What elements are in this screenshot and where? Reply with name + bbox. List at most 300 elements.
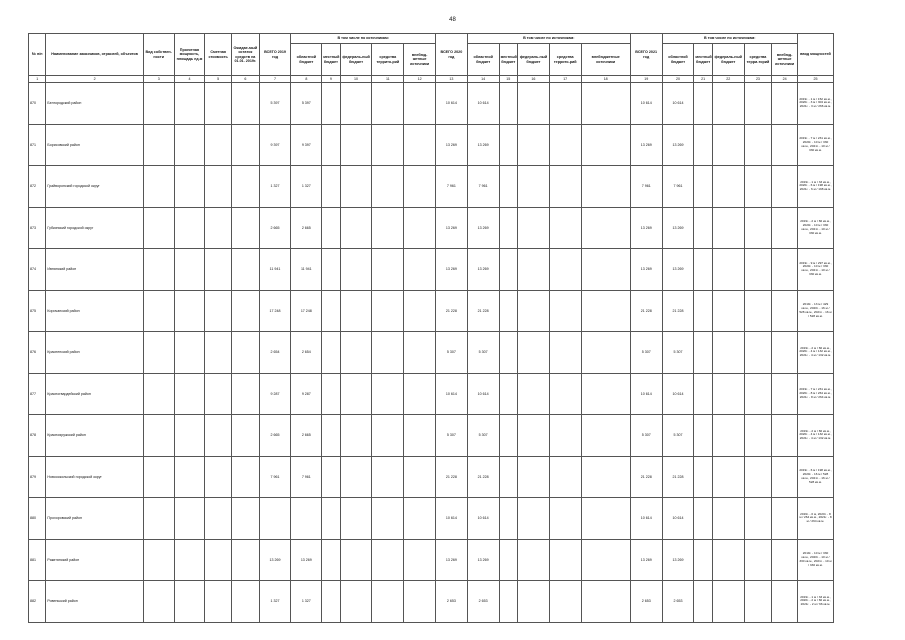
regional-2020-cell: 10 614	[467, 498, 499, 540]
row-name: Красногвардейский район	[46, 373, 143, 415]
territory-2020-cell	[549, 498, 581, 540]
commissioning-cell: 2019г. - 2 м / 66 кв.м., 2020г. - 4 м / 132 кв.м., 2021г. - 4 м / 132 кв.м.	[797, 332, 833, 374]
federal-2019-cell	[340, 83, 372, 125]
regional-2019-cell: 1 327	[291, 166, 322, 208]
row-index: 877	[29, 373, 46, 415]
remaining-cell	[231, 373, 259, 415]
remaining-cell	[231, 498, 259, 540]
regional-2020-cell: 5 307	[467, 332, 499, 374]
table-row	[29, 373, 834, 415]
commissioning-cell: 2019г. - 7 м / 231 кв.м., 2020г. - 8 м / 264 кв.м., 2021г. - 8 м / 264 кв.м.	[797, 373, 833, 415]
column-number: 6	[231, 76, 259, 83]
federal-2019-cell	[340, 166, 372, 208]
page-number: 48	[449, 17, 456, 23]
table-row	[29, 124, 834, 166]
row-name: Краснояружский район	[46, 415, 143, 457]
remaining-cell	[231, 249, 259, 291]
territory-2020-cell	[549, 373, 581, 415]
ownership-cell	[143, 581, 174, 623]
regional-2020-cell: 13 269	[467, 124, 499, 166]
territory-2021-cell	[744, 539, 772, 581]
row-index: 879	[29, 456, 46, 498]
row-index: 874	[29, 249, 46, 291]
territory-2021-cell	[744, 124, 772, 166]
territory-2020-cell	[549, 249, 581, 291]
local-2019-cell	[322, 539, 340, 581]
header-extrabudget-2020: внебюджетные источники	[581, 44, 630, 76]
estimate-cell	[205, 83, 232, 125]
estimate-cell	[205, 456, 232, 498]
estimate-cell	[205, 124, 232, 166]
federal-2021-cell	[712, 124, 744, 166]
territory-2020-cell	[549, 83, 581, 125]
territory-2020-cell	[549, 124, 581, 166]
row-index: 876	[29, 332, 46, 374]
federal-2019-cell	[340, 290, 372, 332]
regional-2021-cell: 13 269	[662, 249, 694, 291]
row-name: Ивнянский район	[46, 249, 143, 291]
header-regional-2019: областной бюджет	[291, 44, 322, 76]
capacity-cell	[174, 581, 205, 623]
federal-2021-cell	[712, 290, 744, 332]
column-number: 25	[797, 76, 833, 83]
federal-2020-cell	[518, 498, 550, 540]
territory-2020-cell	[549, 415, 581, 457]
estimate-cell	[205, 581, 232, 623]
territory-2021-cell	[744, 207, 772, 249]
federal-2021-cell	[712, 581, 744, 623]
table-row	[29, 249, 834, 291]
commissioning-cell: 2019г. - 7 м / 231 кв.м., 2020г. - 10 м / 330 кв.м., 2021г. - 10 м / 330 кв.м.	[797, 124, 833, 166]
extrabudget-2021-cell	[772, 373, 798, 415]
regional-2021-cell: 2 653	[662, 581, 694, 623]
total-2021-cell: 13 269	[630, 124, 662, 166]
capacity-cell	[174, 124, 205, 166]
ownership-cell	[143, 456, 174, 498]
territory-2019-cell	[372, 498, 404, 540]
federal-2019-cell	[340, 373, 372, 415]
capacity-cell	[174, 207, 205, 249]
total-2019-cell: 13 269	[259, 539, 291, 581]
total-2021-cell: 7 961	[630, 166, 662, 208]
regional-2021-cell: 21 228	[662, 290, 694, 332]
row-name: Прохоровский район	[46, 498, 143, 540]
column-number: 12	[404, 76, 436, 83]
federal-2021-cell	[712, 166, 744, 208]
regional-2019-cell: 5 397	[291, 83, 322, 125]
column-number: 24	[772, 76, 798, 83]
ownership-cell	[143, 539, 174, 581]
header-federal-2020: федераль-ный бюджет	[518, 44, 550, 76]
regional-2019-cell: 2 654	[291, 332, 322, 374]
column-number: 19	[630, 76, 662, 83]
regional-2021-cell: 5 307	[662, 415, 694, 457]
federal-2019-cell	[340, 498, 372, 540]
ownership-cell	[143, 498, 174, 540]
header-total-2019: ВСЕГО 2019 год	[259, 34, 291, 76]
total-2021-cell: 13 269	[630, 539, 662, 581]
local-2020-cell	[499, 415, 517, 457]
regional-2019-cell: 17 248	[291, 290, 322, 332]
header-ownership: Вид собствен-ности	[143, 34, 174, 76]
investment-table	[28, 33, 834, 623]
extrabudget-2019-cell	[404, 456, 436, 498]
total-2019-cell: 17 248	[259, 290, 291, 332]
commissioning-cell: 2019г. - 1 м / 33 кв.м., 2020г. - 2 м / 66 кв.м., 2021г. - 2 м / 66 кв.м.	[797, 581, 833, 623]
territory-2020-cell	[549, 166, 581, 208]
local-2019-cell	[322, 290, 340, 332]
row-name: Ровеньский район	[46, 581, 143, 623]
total-2021-cell: 13 269	[630, 249, 662, 291]
header-local-2021: местный бюджет	[694, 44, 712, 76]
local-2021-cell	[694, 415, 712, 457]
capacity-cell	[174, 332, 205, 374]
extrabudget-2019-cell	[404, 498, 436, 540]
row-name: Губкинский городской округ	[46, 207, 143, 249]
remaining-cell	[231, 539, 259, 581]
extrabudget-2021-cell	[772, 124, 798, 166]
local-2019-cell	[322, 415, 340, 457]
column-number: 11	[372, 76, 404, 83]
territory-2019-cell	[372, 207, 404, 249]
extrabudget-2020-cell	[581, 415, 630, 457]
local-2020-cell	[499, 124, 517, 166]
extrabudget-2021-cell	[772, 83, 798, 125]
federal-2019-cell	[340, 456, 372, 498]
ownership-cell	[143, 249, 174, 291]
total-2019-cell: 5 397	[259, 83, 291, 125]
header-capacity: Проектная мощность, площадь ед.м	[174, 34, 205, 76]
column-number: 3	[143, 76, 174, 83]
territory-2021-cell	[744, 166, 772, 208]
regional-2021-cell: 10 614	[662, 83, 694, 125]
extrabudget-2019-cell	[404, 166, 436, 208]
extrabudget-2021-cell	[772, 166, 798, 208]
column-number: 5	[205, 76, 232, 83]
row-name: Грайворонский городской округ	[46, 166, 143, 208]
territory-2019-cell	[372, 332, 404, 374]
estimate-cell	[205, 539, 232, 581]
row-index: 881	[29, 539, 46, 581]
table-row	[29, 539, 834, 581]
table-row	[29, 290, 834, 332]
commissioning-cell: 2019г. - 13 м / 429 кв.м., 2020г. - 16 м / 528 кв.м., 2021г. - 16 м / 528 кв.м.	[797, 290, 833, 332]
territory-2019-cell	[372, 249, 404, 291]
capacity-cell	[174, 373, 205, 415]
column-number: 17	[549, 76, 581, 83]
extrabudget-2021-cell	[772, 498, 798, 540]
regional-2020-cell: 13 269	[467, 249, 499, 291]
territory-2019-cell	[372, 415, 404, 457]
commissioning-cell: 2019г. - 10 м / 330 кв.м., 2020г. - 10 м / 330 кв.м., 2021г. - 10 м / 330 кв.м.	[797, 539, 833, 581]
local-2020-cell	[499, 332, 517, 374]
local-2020-cell	[499, 539, 517, 581]
local-2021-cell	[694, 166, 712, 208]
total-2021-cell: 5 307	[630, 415, 662, 457]
local-2021-cell	[694, 539, 712, 581]
regional-2019-cell	[291, 498, 322, 540]
federal-2020-cell	[518, 83, 550, 125]
remaining-cell	[231, 290, 259, 332]
federal-2021-cell	[712, 415, 744, 457]
regional-2019-cell: 1 327	[291, 581, 322, 623]
regional-2020-cell: 13 269	[467, 539, 499, 581]
regional-2020-cell: 10 614	[467, 373, 499, 415]
estimate-cell	[205, 166, 232, 208]
header-remaining: Ожидае-мый остаток средств на 01.01. 2019г.	[231, 34, 259, 76]
federal-2021-cell	[712, 83, 744, 125]
total-2021-cell: 10 614	[630, 498, 662, 540]
territory-2021-cell	[744, 498, 772, 540]
local-2020-cell	[499, 290, 517, 332]
local-2021-cell	[694, 207, 712, 249]
capacity-cell	[174, 249, 205, 291]
federal-2020-cell	[518, 249, 550, 291]
commissioning-cell: 2019г. - 2 м / 66 кв.м., 2020г. - 4 м / 132 кв.м., 2021г. - 4 м / 132 кв.м.	[797, 415, 833, 457]
federal-2019-cell	[340, 249, 372, 291]
table-row	[29, 207, 834, 249]
territory-2020-cell	[549, 581, 581, 623]
column-number: 16	[518, 76, 550, 83]
estimate-cell	[205, 415, 232, 457]
capacity-cell	[174, 83, 205, 125]
column-number: 2	[46, 76, 143, 83]
regional-2019-cell: 2 665	[291, 207, 322, 249]
regional-2020-cell: 2 653	[467, 581, 499, 623]
extrabudget-2020-cell	[581, 456, 630, 498]
local-2019-cell	[322, 332, 340, 374]
regional-2021-cell: 13 269	[662, 539, 694, 581]
regional-2019-cell: 13 269	[291, 539, 322, 581]
total-2021-cell: 10 614	[630, 373, 662, 415]
regional-2021-cell: 10 614	[662, 498, 694, 540]
territory-2021-cell	[744, 456, 772, 498]
total-2021-cell: 13 269	[630, 207, 662, 249]
ownership-cell	[143, 124, 174, 166]
local-2020-cell	[499, 249, 517, 291]
regional-2020-cell: 7 961	[467, 166, 499, 208]
extrabudget-2019-cell	[404, 539, 436, 581]
regional-2020-cell: 21 228	[467, 290, 499, 332]
row-name: Белгородский район	[46, 83, 143, 125]
extrabudget-2020-cell	[581, 249, 630, 291]
row-index: 875	[29, 290, 46, 332]
territory-2021-cell	[744, 415, 772, 457]
federal-2021-cell	[712, 249, 744, 291]
territory-2021-cell	[744, 373, 772, 415]
total-2021-cell: 10 614	[630, 83, 662, 125]
total-2020-cell: 2 653	[436, 581, 468, 623]
local-2020-cell	[499, 83, 517, 125]
column-number: 1	[29, 76, 46, 83]
table-body	[29, 83, 834, 623]
local-2021-cell	[694, 373, 712, 415]
row-name: Красненский район	[46, 332, 143, 374]
extrabudget-2019-cell	[404, 83, 436, 125]
local-2019-cell	[322, 207, 340, 249]
territory-2019-cell	[372, 124, 404, 166]
local-2021-cell	[694, 581, 712, 623]
total-2019-cell: 2 665	[259, 415, 291, 457]
total-2021-cell: 21 228	[630, 456, 662, 498]
federal-2020-cell	[518, 290, 550, 332]
total-2020-cell: 13 269	[436, 207, 468, 249]
row-name: Борисовский район	[46, 124, 143, 166]
total-2020-cell: 21 228	[436, 290, 468, 332]
total-2020-cell: 13 269	[436, 249, 468, 291]
header-sources-2021: В том числе по источникам:	[662, 34, 797, 44]
extrabudget-2019-cell	[404, 415, 436, 457]
column-number: 4	[174, 76, 205, 83]
total-2019-cell: 1 327	[259, 166, 291, 208]
local-2021-cell	[694, 456, 712, 498]
column-number: 22	[712, 76, 744, 83]
row-name: Новооскольский городской округ	[46, 456, 143, 498]
extrabudget-2020-cell	[581, 498, 630, 540]
local-2021-cell	[694, 332, 712, 374]
total-2019-cell: 7 961	[259, 456, 291, 498]
table-row	[29, 456, 834, 498]
total-2021-cell: 5 307	[630, 332, 662, 374]
header-commissioning: ввод мощностей	[797, 34, 833, 76]
remaining-cell	[231, 207, 259, 249]
federal-2019-cell	[340, 124, 372, 166]
federal-2020-cell	[518, 124, 550, 166]
total-2020-cell: 5 307	[436, 415, 468, 457]
total-2020-cell: 5 307	[436, 332, 468, 374]
federal-2021-cell	[712, 498, 744, 540]
ownership-cell	[143, 166, 174, 208]
territory-2021-cell	[744, 290, 772, 332]
federal-2020-cell	[518, 166, 550, 208]
local-2020-cell	[499, 166, 517, 208]
ownership-cell	[143, 373, 174, 415]
remaining-cell	[231, 332, 259, 374]
table-row	[29, 83, 834, 125]
row-name: Корочанский район	[46, 290, 143, 332]
total-2019-cell: 2 665	[259, 207, 291, 249]
header-territory-2020: средства террито-рий	[549, 44, 581, 76]
column-number: 18	[581, 76, 630, 83]
extrabudget-2020-cell	[581, 581, 630, 623]
territory-2019-cell	[372, 456, 404, 498]
regional-2019-cell: 2 665	[291, 415, 322, 457]
federal-2020-cell	[518, 415, 550, 457]
row-index: 880	[29, 498, 46, 540]
commissioning-cell: 2019г. - 1 м / 152 кв.м., 2020г. - 3 м / 304 кв.м., 2021г. - 3 м / 266 кв.м.	[797, 83, 833, 125]
table-row	[29, 415, 834, 457]
federal-2019-cell	[340, 332, 372, 374]
territory-2020-cell	[549, 290, 581, 332]
total-2019-cell: 1 327	[259, 581, 291, 623]
territory-2020-cell	[549, 539, 581, 581]
extrabudget-2021-cell	[772, 249, 798, 291]
column-number: 15	[499, 76, 517, 83]
column-number: 9	[322, 76, 340, 83]
capacity-cell	[174, 166, 205, 208]
extrabudget-2019-cell	[404, 290, 436, 332]
territory-2020-cell	[549, 332, 581, 374]
extrabudget-2019-cell	[404, 207, 436, 249]
local-2020-cell	[499, 373, 517, 415]
territory-2021-cell	[744, 332, 772, 374]
estimate-cell	[205, 207, 232, 249]
header-regional-2021: областной бюджет	[662, 44, 694, 76]
header-federal-2019: федераль-ный бюджет	[340, 44, 372, 76]
remaining-cell	[231, 415, 259, 457]
extrabudget-2020-cell	[581, 373, 630, 415]
federal-2020-cell	[518, 207, 550, 249]
commissioning-cell: 2019г. - 1 м / 33 кв.м., 2020г. - 6 м / 198 кв.м., 2021г. - 6 м / 198 кв.м.	[797, 166, 833, 208]
total-2020-cell: 13 269	[436, 124, 468, 166]
ownership-cell	[143, 332, 174, 374]
column-number: 13	[436, 76, 468, 83]
territory-2021-cell	[744, 249, 772, 291]
federal-2019-cell	[340, 207, 372, 249]
regional-2019-cell: 7 961	[291, 456, 322, 498]
table-row	[29, 332, 834, 374]
header-local-2019: местный бюджет	[322, 44, 340, 76]
column-number: 10	[340, 76, 372, 83]
row-index: 878	[29, 415, 46, 457]
capacity-cell	[174, 415, 205, 457]
extrabudget-2021-cell	[772, 539, 798, 581]
federal-2020-cell	[518, 581, 550, 623]
extrabudget-2021-cell	[772, 207, 798, 249]
local-2019-cell	[322, 581, 340, 623]
federal-2021-cell	[712, 207, 744, 249]
local-2019-cell	[322, 373, 340, 415]
territory-2020-cell	[549, 207, 581, 249]
column-number: 8	[291, 76, 322, 83]
header-idx: № п/п	[29, 34, 46, 76]
ownership-cell	[143, 83, 174, 125]
ownership-cell	[143, 207, 174, 249]
territory-2020-cell	[549, 456, 581, 498]
local-2019-cell	[322, 498, 340, 540]
row-index: 871	[29, 124, 46, 166]
remaining-cell	[231, 456, 259, 498]
column-number: 14	[467, 76, 499, 83]
table-row	[29, 166, 834, 208]
header-name: Наименование заказчиков, отраслей, объектов	[46, 34, 143, 76]
extrabudget-2019-cell	[404, 249, 436, 291]
estimate-cell	[205, 332, 232, 374]
regional-2019-cell: 11 941	[291, 249, 322, 291]
local-2019-cell	[322, 249, 340, 291]
estimate-cell	[205, 290, 232, 332]
local-2019-cell	[322, 166, 340, 208]
header-extrabudget-2021: внебюд-жетные источники	[772, 44, 798, 76]
local-2021-cell	[694, 290, 712, 332]
total-2020-cell: 7 961	[436, 166, 468, 208]
extrabudget-2019-cell	[404, 332, 436, 374]
local-2019-cell	[322, 124, 340, 166]
extrabudget-2020-cell	[581, 166, 630, 208]
header-extrabudget-2019: внебюд-жетные источники	[404, 44, 436, 76]
local-2020-cell	[499, 456, 517, 498]
local-2020-cell	[499, 581, 517, 623]
regional-2020-cell: 5 307	[467, 415, 499, 457]
territory-2019-cell	[372, 290, 404, 332]
territory-2019-cell	[372, 83, 404, 125]
local-2021-cell	[694, 124, 712, 166]
column-number-row	[29, 76, 834, 83]
commissioning-cell: 2019г. - 2 м / 66 кв.м., 2020г. - 10 м / 330 кв.м., 2021г. - 10 м / 330 кв.м.	[797, 207, 833, 249]
territory-2019-cell	[372, 166, 404, 208]
federal-2019-cell	[340, 415, 372, 457]
total-2019-cell	[259, 498, 291, 540]
